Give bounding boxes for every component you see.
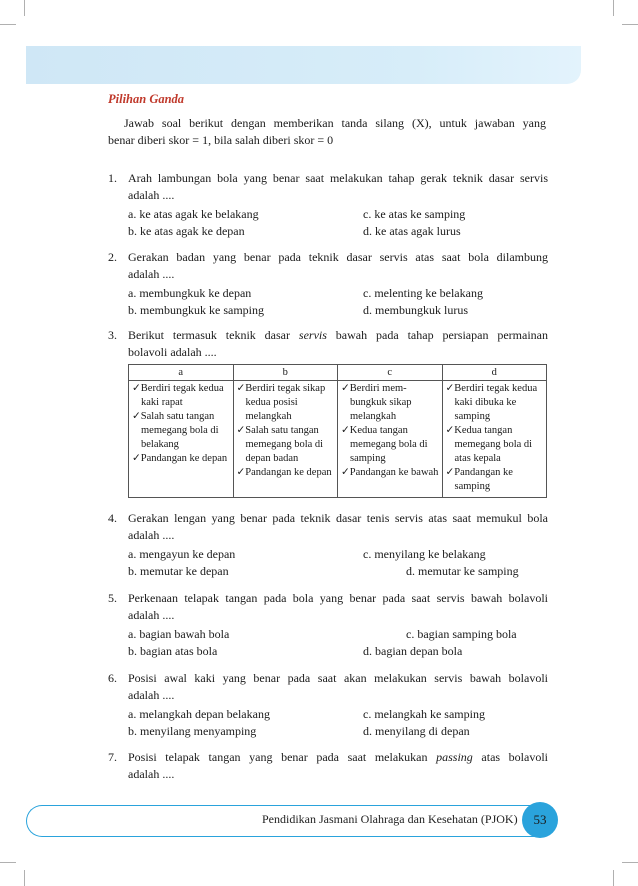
question-text: adalah .... (128, 266, 175, 281)
check-item: ✓Berdiri tegak kedua kaki dibuka ke samping (445, 383, 538, 422)
option-cell-a[interactable] (129, 381, 234, 498)
crop-mark (0, 862, 16, 863)
option-a[interactable]: a. membungkuk ke depan (128, 286, 252, 300)
crop-mark (24, 0, 25, 16)
check-item: ✓Berdiri tegak sikap kedua posisi melangkah (236, 383, 326, 422)
question-1 (108, 170, 548, 239)
option-b[interactable]: b. ke atas agak ke depan (128, 223, 245, 238)
option-d[interactable]: d. ke atas agak lurus (363, 223, 461, 238)
crop-mark (622, 862, 638, 863)
option-d[interactable]: d. membungkuk lurus (363, 302, 468, 317)
option-d[interactable]: d. bagian depan bola (363, 643, 463, 658)
crop-mark (613, 0, 614, 16)
page-number-badge (522, 802, 558, 838)
question-4 (108, 510, 548, 579)
check-item: ✓Salah satu tangan memegang bola di depan badan (236, 425, 324, 464)
option-c[interactable]: c. menyilang ke belakang (363, 547, 486, 561)
question-text: Arah lambungan bola yang benar saat melakukan tahap gerak teknik dasar servis (128, 171, 548, 185)
question-text: adalah .... (128, 527, 175, 542)
question-text: Perkenaan telapak tangan pada bola yang benar pada saat servis bawah bolavoli (128, 591, 548, 605)
option-b[interactable]: b. bagian atas bola (128, 643, 218, 658)
option-a[interactable]: a. melangkah depan belakang (128, 707, 270, 721)
column-header-d[interactable]: d (442, 365, 547, 381)
option-c[interactable]: c. melenting ke belakang (363, 286, 483, 300)
question-2 (108, 249, 548, 318)
question-number: 3. (108, 328, 117, 342)
question-3 (108, 327, 548, 360)
option-c[interactable]: c. bagian samping bola (406, 627, 517, 641)
question-number: 1. (108, 171, 117, 185)
option-b[interactable]: b. menyilang menyamping (128, 723, 257, 738)
option-b[interactable]: b. membungkuk ke samping (128, 302, 264, 317)
option-b[interactable]: b. memutar ke depan (128, 563, 229, 578)
question-text: adalah .... (128, 687, 175, 702)
column-header-c[interactable]: c (338, 365, 443, 381)
header-banner (26, 46, 581, 84)
check-item: ✓Kedua tangan memegang bola di atas kepala (445, 425, 533, 464)
check-item: ✓Pandangan ke depan (132, 453, 228, 464)
question-number: 2. (108, 250, 117, 264)
crop-mark (24, 870, 25, 886)
check-item: ✓Kedua tangan memegang bola di samping (341, 425, 428, 464)
option-cell-d[interactable] (442, 381, 547, 498)
question-text: adalah .... (128, 187, 175, 202)
crop-mark (622, 24, 638, 25)
option-c[interactable]: c. melangkah ke samping (363, 707, 485, 721)
question-number: 4. (108, 511, 117, 525)
question-text: Posisi telapak tangan yang benar pada saat melakukan passing atas bolavoli (128, 750, 548, 764)
question-text: adalah .... (128, 766, 175, 781)
check-item: ✓Pandangan ke samping (445, 467, 513, 492)
option-a[interactable]: a. ke atas agak ke belakang (128, 207, 259, 221)
column-header-b[interactable]: b (233, 365, 338, 381)
option-a[interactable]: a. bagian bawah bola (128, 627, 230, 641)
crop-mark (0, 24, 16, 25)
question-7 (108, 749, 548, 782)
crop-mark (613, 870, 614, 886)
question-6 (108, 670, 548, 739)
instructions-line-2: benar diberi skor = 1, bila salah diberi skor = 0 (108, 133, 334, 147)
question-number: 6. (108, 671, 117, 685)
footer-book-title: Pendidikan Jasmani Olahraga dan Kesehatan (PJOK) (262, 812, 518, 826)
check-item: ✓Pandangan ke depan (236, 467, 332, 478)
question-number: 7. (108, 750, 117, 764)
question-number: 5. (108, 591, 117, 605)
option-d[interactable]: d. menyilang di depan (363, 723, 470, 738)
option-cell-b[interactable] (233, 381, 338, 498)
check-item: ✓Berdiri mem-bungkuk sikap melangkah (341, 383, 412, 422)
instructions-line-1: Jawab soal berikut dengan memberikan tanda silang (X), untuk jawaban yang (124, 116, 546, 130)
instructions (108, 115, 546, 149)
check-item: ✓Salah satu tangan memegang bola di belakang (132, 411, 219, 450)
question-text: bolavoli adalah .... (128, 344, 217, 359)
question-text: Gerakan badan yang benar pada teknik dasar servis atas saat bola dilambung (128, 250, 548, 264)
section-title: Pilihan Ganda (108, 92, 185, 106)
options-table (128, 364, 547, 498)
option-cell-c[interactable] (338, 381, 443, 498)
option-a[interactable]: a. mengayun ke depan (128, 547, 236, 561)
question-text: Berikut termasuk teknik dasar servis bawah pada tahap persiapan permainan (128, 328, 548, 342)
page-number: 53 (533, 812, 547, 827)
check-item: ✓Berdiri tegak kedua kaki rapat (132, 383, 224, 408)
option-d[interactable]: d. memutar ke samping (406, 563, 519, 578)
question-text: Posisi awal kaki yang benar pada saat akan melakukan servis bawah bolavoli (128, 671, 548, 685)
option-c[interactable]: c. ke atas ke samping (363, 207, 466, 221)
check-item: ✓Pandangan ke bawah (341, 467, 439, 478)
column-header-a[interactable]: a (129, 365, 234, 381)
question-text: Gerakan lengan yang benar pada teknik dasar tenis servis atas saat memukul bola (128, 511, 548, 525)
question-text: adalah .... (128, 607, 175, 622)
question-5 (108, 590, 548, 659)
